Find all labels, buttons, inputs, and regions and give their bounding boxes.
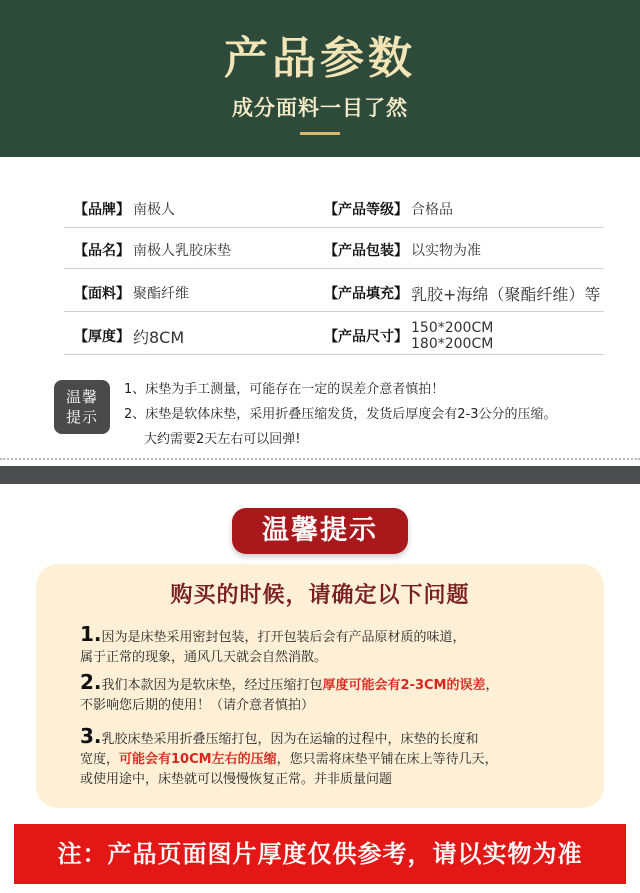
tip-line: 1、床垫为手工测量，可能存在一定的误差介意者慎拍！: [124, 382, 445, 397]
param-row: [64, 231, 604, 269]
param-cell-filling: [324, 274, 600, 312]
param-key: 【产品填充】: [324, 286, 408, 302]
size-option: 180*200CM: [411, 336, 494, 352]
item-text: 乳胶床垫采用折叠压缩打包，因为在运输的过程中，床垫的长度和: [101, 732, 479, 747]
header-banner: [0, 0, 640, 157]
notice-item-3: [80, 726, 600, 790]
param-value: 南极人乳胶床垫: [133, 243, 231, 259]
param-key: 【面料】: [74, 286, 130, 302]
item-number: 3.: [80, 724, 102, 748]
item-text: ，您只需将床垫平铺在床上等待几天，: [276, 752, 498, 767]
section-bar: [0, 466, 640, 484]
param-cell-thickness: [74, 317, 184, 355]
param-value: 约8CM: [133, 327, 185, 347]
footer-notice: 注：产品页面图片厚度仅供参考，请以实物为准: [14, 824, 626, 884]
param-key: 【厚度】: [74, 329, 130, 345]
item-highlight: 可能会有10CM左右的压缩: [119, 752, 277, 767]
item-text: 宽度，: [80, 752, 120, 767]
tip-line: 2、床垫是软体床垫，采用折叠压缩发货，发货后厚度会有2-3公分的压缩。: [124, 407, 557, 422]
page-title: 产品参数: [224, 33, 416, 84]
item-number: 1.: [80, 622, 102, 646]
param-value: 以实物为准: [411, 243, 481, 259]
page-subtitle: 成分面料一目了然: [232, 96, 408, 120]
param-key: 【产品等级】: [324, 202, 408, 218]
param-key: 【产品包装】: [324, 243, 408, 259]
notice-banner: 温馨提示: [232, 508, 408, 554]
param-cell-package: [324, 231, 481, 269]
tips-badge: [54, 380, 110, 434]
dotted-divider: [0, 458, 640, 460]
item-highlight: 厚度可能会有2-3CM的误差: [322, 678, 486, 693]
params-table: [0, 157, 640, 367]
param-row: [64, 190, 604, 228]
param-cell-fabric: [74, 274, 189, 312]
item-number: 2.: [80, 670, 102, 694]
param-value: 南极人: [133, 202, 175, 218]
item-text: 因为是床垫采用密封包装，打开包装后会有产品原材质的味道，: [101, 630, 466, 645]
param-cell-size: [324, 317, 493, 355]
param-cell-brand: [74, 190, 175, 228]
item-text: 不影响您后期的使用！（请介意者慎拍）: [80, 698, 315, 713]
item-text: 或使用途中，床垫就可以慢慢恢复正常。并非质量问题: [80, 772, 393, 787]
item-text: 属于正常的现象，通风几天就会自然消散。: [80, 650, 328, 665]
param-key: 【产品尺寸】: [324, 329, 408, 345]
notice-card: [36, 564, 604, 808]
param-value: 合格品: [411, 202, 453, 218]
size-option: 150*200CM: [411, 320, 494, 336]
notice-title: 购买的时候，请确定以下问题: [170, 583, 470, 608]
param-row: [64, 274, 604, 312]
item-text: ，: [485, 678, 499, 693]
item-text: 我们本款因为是软床垫，经过压缩打包: [101, 678, 323, 693]
tips-badge-line: 提示: [65, 408, 98, 426]
param-key: 【品牌】: [74, 202, 130, 218]
param-value: 聚酯纤维: [133, 286, 189, 302]
param-cell-name: [74, 231, 231, 269]
param-row: [64, 317, 604, 355]
tip-line: 大约需要2天左右可以回弹!: [144, 432, 301, 447]
tips-badge-line: 温馨: [65, 388, 98, 406]
param-cell-grade: [324, 190, 453, 228]
param-value: [411, 320, 493, 352]
param-key: 【品名】: [74, 243, 130, 259]
param-value: 乳胶+海绵（聚酯纤维）等: [411, 284, 601, 304]
notice-item-1: [80, 624, 600, 668]
title-underline: [300, 132, 340, 135]
notice-item-2: [80, 672, 600, 716]
